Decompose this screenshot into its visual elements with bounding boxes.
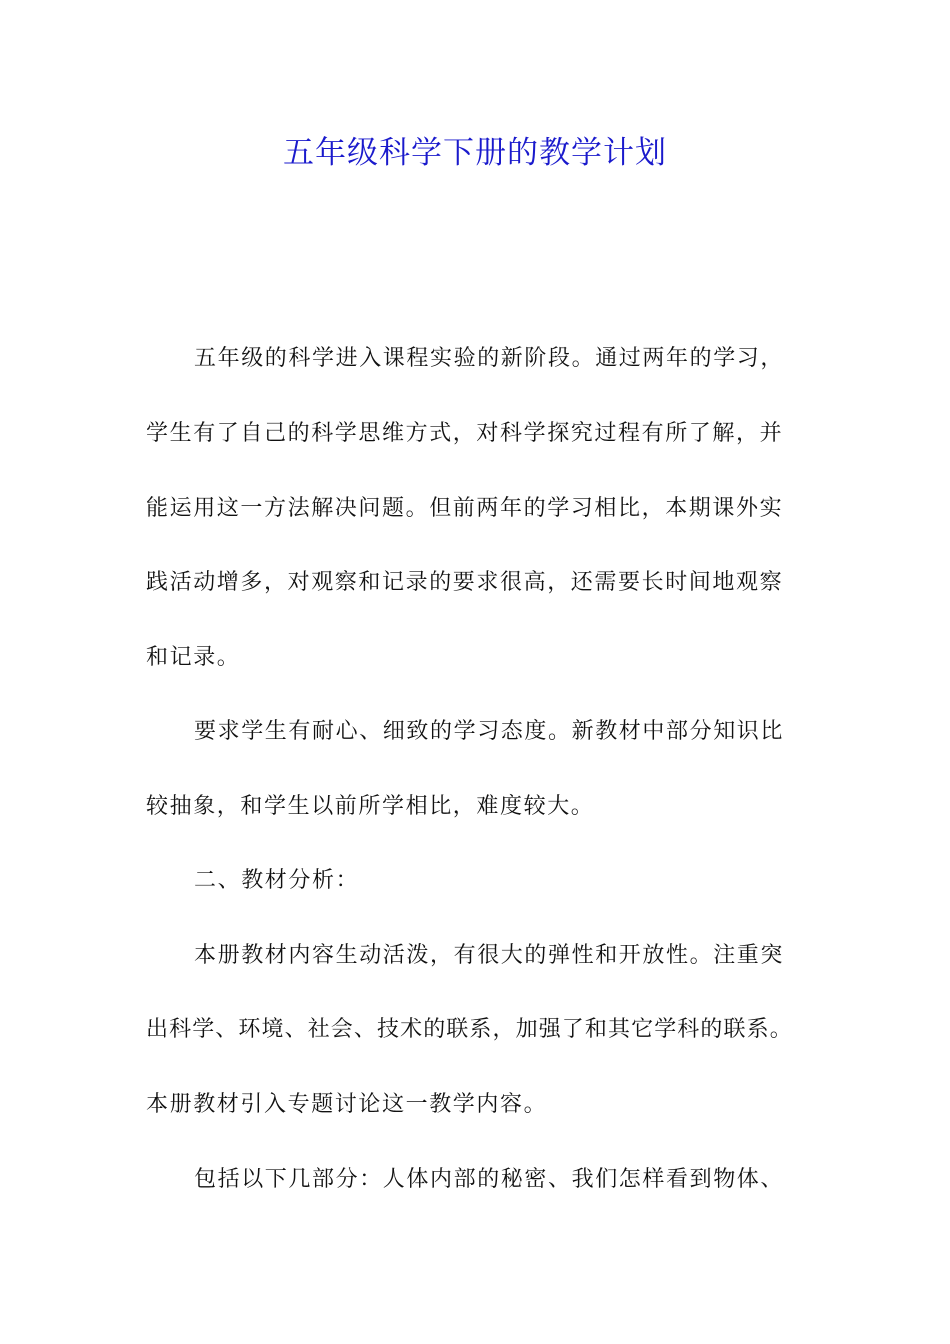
document-title: 五年级科学下册的教学计划	[283, 135, 667, 171]
text-line: 学生有了自己的科学思维方式，对科学探究过程有所了解，并	[146, 421, 784, 446]
text-line: 本册教材内容生动活泼，有很大的弹性和开放性。注重突	[194, 943, 785, 968]
text-line: 五年级的科学进入课程实验的新阶段。通过两年的学习，	[194, 346, 785, 371]
text-line: 较抽象，和学生以前所学相比，难度较大。	[146, 794, 595, 819]
text-line: 包括以下几部分：人体内部的秘密、我们怎样看到物体、	[194, 1167, 785, 1192]
text-line: 本册教材引入专题讨论这一教学内容。	[146, 1092, 548, 1117]
text-line: 要求学生有耐心、细致的学习态度。新教材中部分知识比	[194, 719, 785, 744]
text-line: 践活动增多，对观察和记录的要求很高，还需要长时间地观察	[146, 570, 784, 595]
text-line: 能运用这一方法解决问题。但前两年的学习相比，本期课外实	[146, 496, 784, 521]
section-heading: 二、教材分析：	[194, 868, 360, 893]
text-line: 和记录。	[146, 645, 241, 670]
text-line: 出科学、环境、社会、技术的联系，加强了和其它学科的联系。	[146, 1017, 793, 1042]
